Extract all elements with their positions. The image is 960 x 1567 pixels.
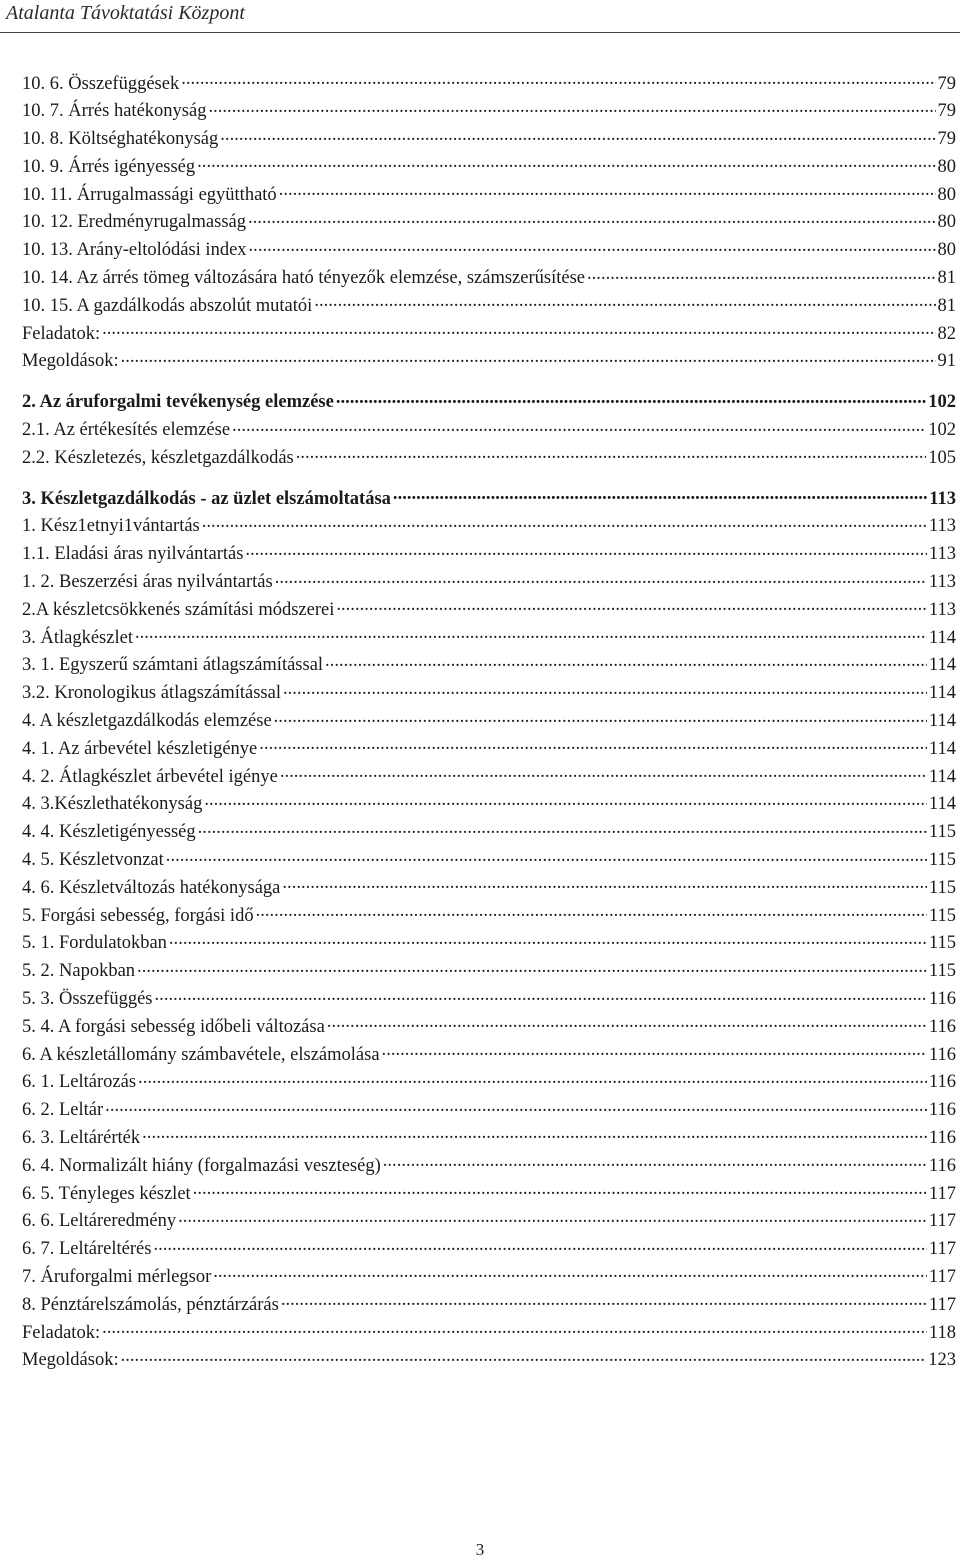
toc-entry-label: Megoldások: (22, 351, 119, 372)
toc-entry-label: 6. 3. Leltárérték (22, 1127, 141, 1148)
toc-entry-label: 4. 5. Készletvonzat (22, 850, 164, 871)
dot-leader (138, 1069, 927, 1088)
toc-entry-page-number: 116 (928, 1127, 956, 1148)
dot-leader (314, 292, 935, 311)
toc-entry[interactable] (22, 763, 956, 791)
toc-entry[interactable] (22, 680, 956, 708)
dot-leader (256, 902, 927, 921)
toc-entry-label: 4. 6. Készletváltozás hatékonysága (22, 877, 281, 898)
toc-entry-page-number: 116 (928, 1072, 956, 1093)
toc-entry[interactable] (22, 292, 956, 320)
toc-entry-label: 10. 13. Arány-eltolódási index (22, 240, 247, 261)
toc-entry-page-number: 114 (928, 683, 956, 704)
dot-leader (283, 680, 927, 699)
toc-entry[interactable] (22, 735, 956, 763)
toc-entry[interactable] (22, 1347, 956, 1375)
dot-leader (204, 791, 927, 810)
toc-entry[interactable] (22, 708, 956, 736)
toc-entry-label: 7. Áruforgalmi mérlegsor (22, 1266, 212, 1287)
toc-entry-page-number: 114 (928, 766, 956, 787)
toc-entry[interactable] (22, 596, 956, 624)
toc-entry-page-number: 117 (928, 1294, 956, 1315)
dot-leader (336, 389, 926, 408)
toc-entry-label: 6. 4. Normalizált hiány (forgalmazási veszteség) (22, 1155, 381, 1176)
toc-entry[interactable] (22, 958, 956, 986)
toc-entry[interactable] (22, 209, 956, 237)
toc-entry-page-number: 80 (937, 184, 956, 205)
dot-leader (383, 1152, 927, 1171)
toc-entry-page-number: 113 (928, 599, 956, 620)
toc-entry-page-number: 81 (937, 295, 956, 316)
toc-entry-page-number: 91 (937, 351, 956, 372)
toc-entry-label: Megoldások: (22, 1350, 119, 1371)
toc-entry-page-number: 115 (928, 850, 956, 871)
toc-entry-label: 10. 15. A gazdálkodás abszolút mutatói (22, 295, 313, 316)
toc-entry-label: 10. 14. Az árrés tömeg változására ható tényezők elemzése, számszerűsítése (22, 268, 585, 289)
toc-entry-label: 5. 2. Napokban (22, 961, 136, 982)
toc-entry[interactable] (22, 181, 956, 209)
toc-entry[interactable] (22, 569, 956, 597)
toc-entry-label: 1. 2. Beszerzési áras nyilvántartás (22, 572, 273, 593)
toc-entry-label: 4. 4. Készletigényesség (22, 822, 196, 843)
dot-leader (121, 1347, 927, 1366)
toc-entry-page-number: 79 (937, 73, 956, 94)
dot-leader (105, 1097, 927, 1116)
dot-leader (393, 485, 927, 504)
toc-entry-page-number: 114 (928, 655, 956, 676)
toc-entry[interactable] (22, 153, 956, 181)
toc-entry-page-number: 82 (937, 323, 956, 344)
dot-leader (325, 652, 927, 671)
toc-entry-label: 1. Kész1etnyi1vántartás (22, 516, 200, 537)
toc-entry-label: 3.2. Kronologikus átlagszámítással (22, 683, 281, 704)
toc-entry-label: 10. 7. Árrés hatékonyság (22, 101, 207, 122)
toc-entry-page-number: 113 (928, 544, 956, 565)
toc-entry-page-number: 116 (928, 1044, 956, 1065)
document-header-title: Atalanta Távoktatási Központ (6, 2, 245, 24)
toc-entry[interactable] (22, 417, 956, 445)
toc-entry-page-number: 115 (928, 933, 956, 954)
dot-leader (220, 126, 935, 145)
page-number: 3 (475, 1540, 485, 1559)
toc-entry-page-number: 102 (928, 420, 956, 441)
toc-entry-page-number: 114 (928, 711, 956, 732)
toc-entry-label: 6. 1. Leltározás (22, 1072, 137, 1093)
dot-leader (198, 819, 927, 838)
toc-entry-page-number: 114 (928, 627, 956, 648)
dot-leader (259, 735, 927, 754)
dot-leader (274, 708, 927, 727)
dot-leader (135, 624, 927, 643)
toc-entry[interactable] (22, 444, 956, 472)
toc-entry[interactable] (22, 1124, 956, 1152)
toc-entry-label: Feladatok: (22, 323, 101, 344)
dot-leader (193, 1180, 927, 1199)
toc-entry-page-number: 115 (928, 905, 956, 926)
dot-leader (275, 569, 927, 588)
toc-entry[interactable] (22, 98, 956, 126)
toc-entry[interactable] (22, 485, 956, 513)
toc-entry-label: 6. 6. Leltáreredmény (22, 1211, 177, 1232)
toc-entry-page-number: 117 (928, 1239, 956, 1260)
header-divider (0, 32, 960, 33)
toc-entry-label: 4. 3.Készlethatékonyság (22, 794, 203, 815)
toc-entry[interactable] (22, 624, 956, 652)
toc-entry-page-number: 118 (928, 1322, 956, 1343)
toc-entry[interactable] (22, 1152, 956, 1180)
toc-entry[interactable] (22, 70, 956, 98)
dot-leader (382, 1041, 927, 1060)
toc-entry-page-number: 80 (937, 156, 956, 177)
dot-leader (327, 1013, 927, 1032)
toc-entry-label: 10. 11. Árrugalmassági együttható (22, 184, 277, 205)
dot-leader (169, 930, 927, 949)
toc-entry-label: 6. 2. Leltár (22, 1100, 104, 1121)
toc-entry-label: 3. Készletgazdálkodás - az üzlet elszámoltatása (22, 488, 391, 509)
toc-entry-label: 2. Az áruforgalmi tevékenység elemzése (22, 392, 334, 413)
toc-entry-page-number: 114 (928, 794, 956, 815)
toc-entry-label: Feladatok: (22, 1322, 101, 1343)
dot-leader (202, 513, 927, 532)
toc-entry[interactable] (22, 930, 956, 958)
toc-entry-label: 6. A készletállomány számbavétele, elszámolása (22, 1044, 380, 1065)
dot-leader (248, 209, 936, 228)
toc-entry[interactable] (22, 791, 956, 819)
toc-entry-page-number: 102 (928, 392, 956, 413)
toc-entry-label: 3. Átlagkészlet (22, 627, 133, 648)
toc-entry-page-number: 113 (928, 516, 956, 537)
dot-leader (208, 98, 935, 117)
toc-entry[interactable] (22, 389, 956, 417)
toc-entry-label: 5. 1. Fordulatokban (22, 933, 167, 954)
toc-entry-label: 2.1. Az értékesítés elemzése (22, 420, 231, 441)
toc-entry-label: 4. 1. Az árbevétel készletigénye (22, 738, 258, 759)
toc-entry-label: 10. 8. Költséghatékonyság (22, 129, 219, 150)
toc-entry-page-number: 114 (928, 738, 956, 759)
toc-entry-page-number: 116 (928, 989, 956, 1009)
toc-entry-page-number: 117 (928, 1266, 956, 1287)
dot-leader (279, 181, 936, 200)
toc-entry[interactable] (22, 541, 956, 569)
dot-leader (245, 541, 927, 560)
dot-leader (153, 1236, 926, 1255)
toc-entry[interactable] (22, 874, 956, 902)
dot-leader (336, 596, 927, 615)
toc-entry-label: 2.A készletcsökkenés számítási módszerei (22, 599, 335, 620)
toc-entry[interactable] (22, 1291, 956, 1319)
dot-leader (137, 958, 927, 977)
toc-entry-label: 10. 12. Eredményrugalmasság (22, 212, 246, 233)
dot-leader (213, 1263, 927, 1282)
toc-entry[interactable] (22, 1236, 956, 1264)
toc-entry[interactable] (22, 1180, 956, 1208)
toc-entry-page-number: 117 (928, 1211, 956, 1232)
toc-entry-label: 1.1. Eladási áras nyilvántartás (22, 544, 244, 565)
dot-leader (166, 847, 927, 866)
toc-entry-page-number: 115 (928, 961, 956, 982)
toc-entry-label: 3. 1. Egyszerű számtani átlagszámítással (22, 655, 324, 676)
toc-entry-page-number: 80 (937, 240, 956, 261)
toc-entry-page-number: 117 (928, 1183, 956, 1204)
toc-entry-label: 2.2. Készletezés, készletgazdálkodás (22, 447, 294, 468)
toc-entry-label: 5. Forgási sebesség, forgási idő (22, 905, 254, 926)
toc-entry-label: 4. A készletgazdálkodás elemzése (22, 711, 272, 732)
toc-entry-page-number: 115 (928, 822, 956, 843)
toc-entry[interactable] (22, 847, 956, 875)
toc-entry[interactable] (22, 1013, 956, 1041)
toc-entry-page-number: 116 (928, 1100, 956, 1121)
toc-entry[interactable] (22, 1319, 956, 1347)
toc-entry[interactable] (22, 652, 956, 680)
toc-entry[interactable] (22, 819, 956, 847)
toc-entry-page-number: 113 (928, 572, 956, 593)
dot-leader (281, 1291, 927, 1310)
toc-entry[interactable] (22, 1263, 956, 1291)
toc-entry-label: 10. 9. Árrés igényesség (22, 156, 196, 177)
toc-entry[interactable] (22, 348, 956, 376)
dot-leader (121, 348, 936, 367)
dot-leader (249, 237, 936, 256)
toc-entry-label: 8. Pénztárelszámolás, pénztárzárás (22, 1294, 279, 1315)
toc-entry[interactable] (22, 513, 956, 541)
toc-entry-page-number: 115 (928, 877, 956, 898)
toc-entry-page-number: 80 (937, 212, 956, 233)
table-of-contents (22, 70, 956, 1375)
toc-entry-page-number: 116 (928, 1155, 956, 1176)
toc-entry[interactable] (22, 1069, 956, 1097)
toc-entry-page-number: 79 (937, 129, 956, 150)
dot-leader (587, 265, 936, 284)
toc-entry-page-number: 116 (928, 1016, 956, 1037)
toc-entry[interactable] (22, 986, 956, 1014)
dot-leader (296, 444, 927, 463)
dot-leader (280, 763, 927, 782)
dot-leader (102, 1319, 927, 1338)
toc-entry[interactable] (22, 1208, 956, 1236)
toc-entry-page-number: 79 (937, 101, 956, 122)
toc-entry-label: 4. 2. Átlagkészlet árbevétel igénye (22, 766, 278, 787)
dot-leader (181, 70, 935, 89)
toc-entry[interactable] (22, 1097, 956, 1125)
dot-leader (197, 153, 935, 172)
toc-entry-label: 5. 3. Összefüggés (22, 989, 153, 1009)
toc-entry[interactable] (22, 265, 956, 293)
dot-leader (155, 986, 927, 1005)
toc-entry-label: 10. 6. Összefüggések (22, 73, 180, 94)
dot-leader (282, 874, 927, 893)
toc-entry-page-number: 113 (929, 488, 956, 509)
dot-leader (102, 320, 935, 339)
dot-leader (142, 1124, 927, 1143)
toc-entry-label: 5. 4. A forgási sebesség időbeli változása (22, 1016, 325, 1037)
toc-entry[interactable] (22, 902, 956, 930)
toc-entry[interactable] (22, 1041, 956, 1069)
toc-entry[interactable] (22, 237, 956, 265)
dot-leader (178, 1208, 927, 1227)
dot-leader (232, 417, 926, 436)
toc-entry-page-number: 105 (928, 447, 956, 468)
toc-entry-page-number: 81 (937, 268, 956, 289)
toc-entry[interactable] (22, 320, 956, 348)
toc-entry-label: 6. 7. Leltáreltérés (22, 1239, 152, 1260)
toc-entry-label: 6. 5. Tényleges készlet (22, 1183, 191, 1204)
toc-entry[interactable] (22, 126, 956, 154)
toc-entry-page-number: 123 (928, 1350, 956, 1371)
